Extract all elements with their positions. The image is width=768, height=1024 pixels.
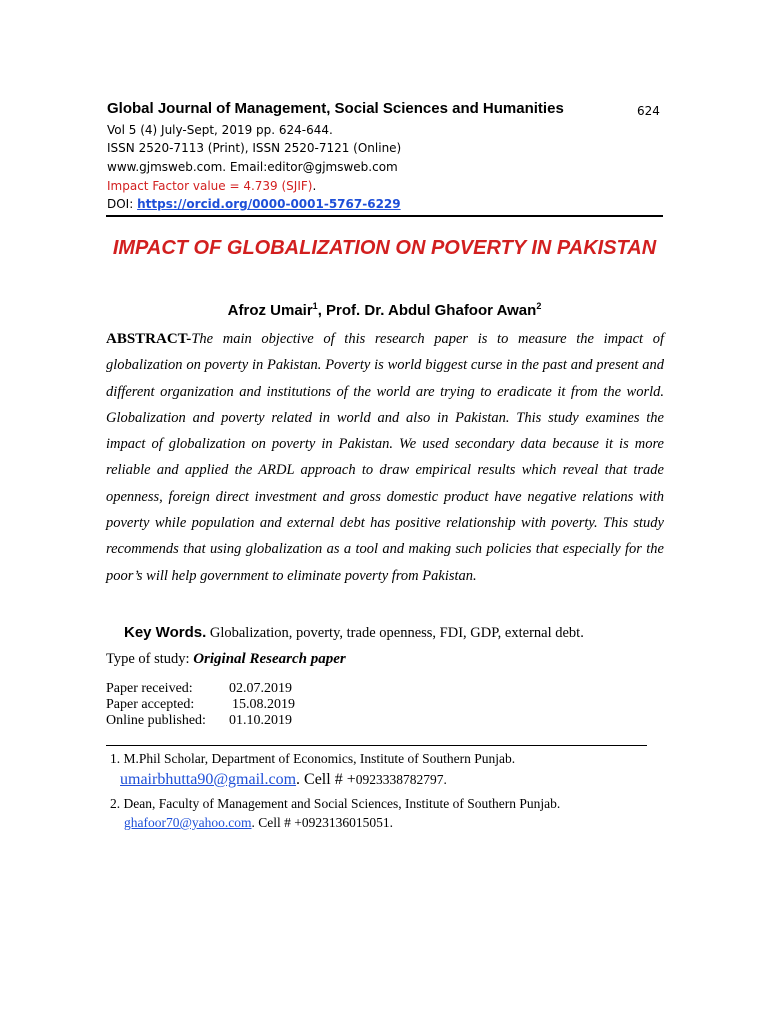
author-line (106, 301, 663, 319)
footnote-2-contact (124, 815, 393, 831)
impact-factor: Impact Factor value = 4.739 (SJIF) (107, 179, 313, 193)
date-published-label: Online published: (106, 713, 206, 728)
footnote-2-affiliation: 2. Dean, Faculty of Management and Social Sciences, Institute of Southern Punjab. (110, 796, 561, 811)
abstract-label: ABSTRACT- (106, 331, 192, 347)
date-accepted-label: Paper accepted: (106, 697, 195, 712)
author-2-superscript: 2 (536, 301, 542, 311)
journal-name: Global Journal of Management, Social Sciences and Humanities (107, 100, 564, 117)
impact-factor-line (107, 177, 316, 195)
footnote-2-cell: . Cell # +0923136015051. (251, 815, 394, 830)
doi-label: DOI: (107, 197, 138, 211)
date-published-value: 01.10.2019 (229, 713, 292, 728)
paper-title: IMPACT OF GLOBALIZATION ON POVERTY IN PAKISTAN (112, 237, 657, 259)
keywords-text: Globalization, poverty, trade openness, FDI, GDP, external debt. (206, 625, 584, 641)
study-type-line (106, 651, 346, 668)
footnote-1-cell: 0923338782797. (355, 772, 447, 787)
issn-info: ISSN 2520-7113 (Print), ISSN 2520-7121 (Online) (107, 141, 402, 155)
author-1-superscript: 1 (312, 301, 318, 311)
volume-info: Vol 5 (4) July-Sept, 2019 pp. 624-644. (107, 123, 333, 137)
footnote-divider (106, 745, 647, 746)
doi-line (107, 195, 401, 213)
impact-period: . (312, 179, 317, 193)
web-email-info: www.gjmsweb.com. Email:editor@gjmsweb.com (107, 160, 398, 174)
author-2: Prof. Dr. Abdul Ghafoor Awan (326, 302, 537, 319)
date-received-row (106, 681, 292, 697)
abstract (106, 326, 664, 589)
date-accepted-value: 15.08.2019 (232, 697, 295, 712)
keywords-line (124, 624, 584, 642)
date-received-label: Paper received: (106, 681, 193, 696)
header-divider (106, 215, 663, 217)
keywords-label: Key Words. (124, 624, 207, 641)
author-separator: , (317, 302, 327, 319)
author-1: Afroz Umair (227, 302, 313, 319)
footnote-1-affiliation: 1. M.Phil Scholar, Department of Economics, Institute of Southern Punjab. (110, 751, 516, 766)
page-number: 624 (637, 104, 660, 118)
footnote-1-contact (120, 771, 447, 789)
study-type-label: Type of study: (106, 651, 194, 667)
date-published-row (106, 713, 292, 729)
date-accepted-row (106, 697, 295, 713)
footnote-2-email[interactable]: ghafoor70@yahoo.com (124, 815, 252, 830)
abstract-text: The main objective of this research paper is to measure the impact of globalization on poverty in Pakistan. Poverty is world biggest curse in the past and present and different organization and institutions of the world are trying to eradicate it from the world. Globalization and poverty related in world and also in Pakistan. This study examines the impact of globalization on poverty in Pakistan. We used secondary data because it is more reliable and applied the ARDL approach to draw empirical results which reveal that trade openness, foreign direct investment and gross domestic product have negative relations with poverty while population and external debt has positive relationship with poverty. This study recommends that using globalization as a tool and making such policies that especially for the poor’s will help government to eliminate poverty from Pakistan. (106, 331, 664, 584)
footnote-1-cell-label: . Cell # + (296, 771, 356, 788)
study-type-value: Original Research paper (193, 651, 346, 667)
footnote-1-email[interactable]: umairbhutta90@gmail.com (120, 771, 297, 788)
doi-link[interactable]: https://orcid.org/0000-0001-5767-6229 (137, 197, 401, 211)
date-received-value: 02.07.2019 (229, 681, 292, 696)
